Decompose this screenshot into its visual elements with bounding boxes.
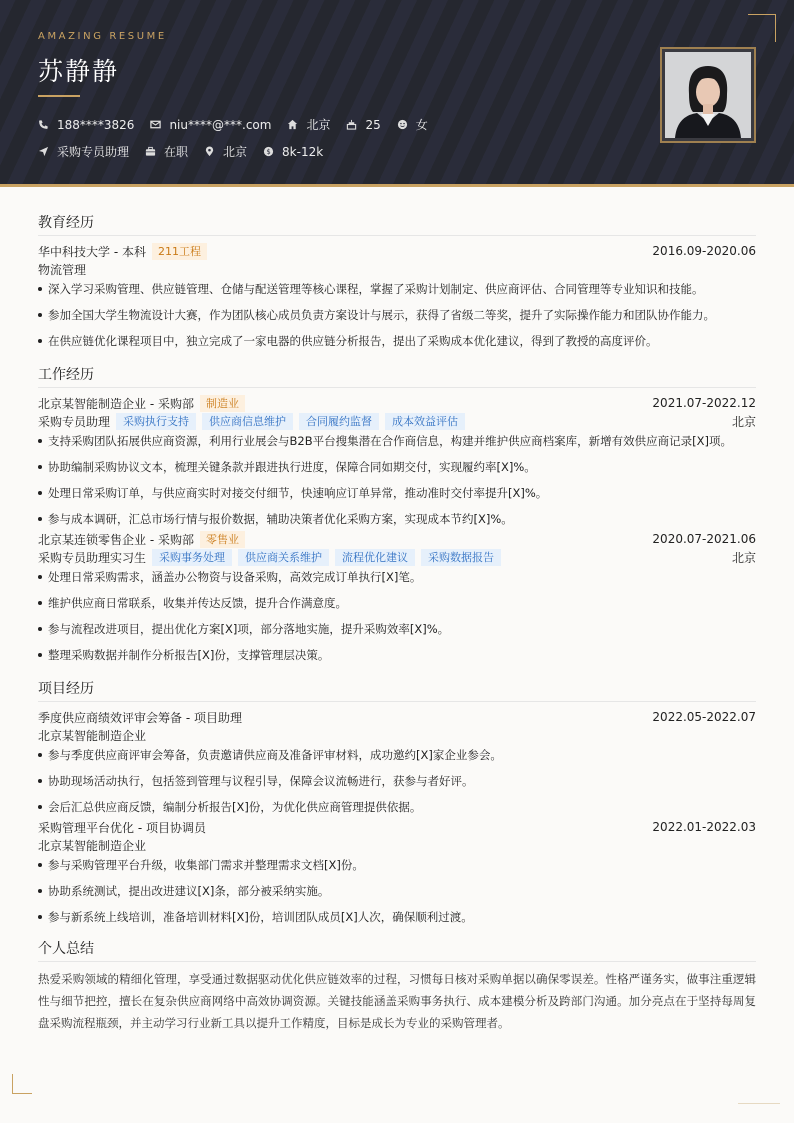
money-icon bbox=[263, 146, 274, 157]
date-range: 2022.01-2022.03 bbox=[652, 820, 756, 834]
job-bullets bbox=[38, 434, 756, 526]
company-name: 北京某连锁零售企业 - 采购部 bbox=[38, 532, 194, 547]
location-pin-icon bbox=[204, 146, 215, 157]
name-underline bbox=[38, 95, 80, 97]
company-name: 北京某智能制造企业 - 采购部 bbox=[38, 396, 194, 411]
contact-row bbox=[38, 116, 444, 133]
skill-tag: 采购数据报告 bbox=[421, 549, 501, 566]
list-item: 会后汇总供应商反馈，编制分析报告[X]份，为优化供应商管理提供依据。 bbox=[38, 800, 756, 814]
corner-decoration bbox=[12, 1074, 32, 1094]
project-bullets bbox=[38, 748, 756, 814]
skill-tag: 采购事务处理 bbox=[152, 549, 232, 566]
major: 物流管理 bbox=[38, 262, 87, 277]
list-item: 协助现场活动执行，包括签到管理与议程引导，保障会议流畅进行，获参与者好评。 bbox=[38, 774, 756, 788]
footer-line bbox=[738, 1103, 780, 1104]
list-item: 参与采购管理平台升级，收集部门需求并整理需求文档[X]份。 bbox=[38, 858, 756, 872]
skill-tag: 供应商信息维护 bbox=[202, 413, 293, 430]
job-role: 采购专员助理 bbox=[38, 414, 111, 429]
summary-section bbox=[38, 938, 756, 1034]
svg-text:$: $ bbox=[266, 147, 271, 156]
section-title: 教育经历 bbox=[38, 212, 756, 236]
list-item: 维护供应商日常联系，收集并传达反馈，提升合作满意度。 bbox=[38, 596, 756, 610]
job-role: 采购专员助理实习生 bbox=[38, 550, 147, 565]
school-name: 华中科技大学 - 本科 bbox=[38, 244, 146, 259]
position-item: 采购专员助理 bbox=[38, 143, 129, 160]
job-city: 北京 bbox=[731, 550, 756, 565]
list-item: 深入学习采购管理、供应链管理、仓储与配送管理等核心课程，掌握了采购计划制定、供应商评估、合同管理等专业知识和技能。 bbox=[38, 282, 756, 296]
work-section bbox=[38, 364, 756, 662]
list-item: 整理采购数据并制作分析报告[X]份，支撑管理层决策。 bbox=[38, 648, 756, 662]
profile-photo bbox=[660, 47, 756, 143]
skill-tag: 成本效益评估 bbox=[385, 413, 465, 430]
home-icon bbox=[287, 119, 298, 130]
skill-tag: 供应商关系维护 bbox=[238, 549, 329, 566]
project-name: 季度供应商绩效评审会筹备 - 项目助理 bbox=[38, 710, 242, 725]
project-name: 采购管理平台优化 - 项目协调员 bbox=[38, 820, 206, 835]
cake-icon bbox=[346, 119, 357, 130]
industry-tag: 零售业 bbox=[200, 531, 245, 548]
gender-item: 女 bbox=[397, 116, 428, 133]
education-section bbox=[38, 212, 756, 348]
corner-decoration bbox=[748, 14, 776, 42]
resume-body bbox=[38, 212, 756, 1034]
list-item: 参与新系统上线培训，准备培训材料[X]份，培训团队成员[X]人次，确保顺利过渡。 bbox=[38, 910, 756, 924]
education-bullets bbox=[38, 282, 756, 348]
city-item: 北京 bbox=[204, 143, 247, 160]
brand-label: AMAZING RESUME bbox=[38, 31, 167, 42]
list-item: 在供应链优化课程项目中，独立完成了一家电器的供应链分析报告，提出了采购成本优化建议，得到了教授的高度评价。 bbox=[38, 334, 756, 348]
skill-tag: 流程优化建议 bbox=[335, 549, 415, 566]
skill-tag: 合同履约监督 bbox=[299, 413, 379, 430]
list-item: 协助编制采购协议文本，梳理关键条款并跟进执行进度，保障合同如期交付，实现履约率[X]%。 bbox=[38, 460, 756, 474]
projects-section bbox=[38, 678, 756, 924]
section-title: 个人总结 bbox=[38, 938, 756, 962]
date-range: 2016.09-2020.06 bbox=[652, 244, 756, 258]
list-item: 处理日常采购需求，涵盖办公物资与设备采购，高效完成订单执行[X]笔。 bbox=[38, 570, 756, 584]
job-intent-row bbox=[38, 143, 339, 160]
section-title: 项目经历 bbox=[38, 678, 756, 702]
list-item: 参与成本调研，汇总市场行情与报价数据，辅助决策者优化采购方案，实现成本节约[X]%。 bbox=[38, 512, 756, 526]
school-tag: 211工程 bbox=[152, 243, 207, 260]
email-item: niu****@***.com bbox=[150, 118, 271, 132]
job-city: 北京 bbox=[731, 414, 756, 429]
mail-icon bbox=[150, 119, 161, 130]
phone-icon bbox=[38, 119, 49, 130]
phone-item: 188****3826 bbox=[38, 118, 134, 132]
job-bullets bbox=[38, 570, 756, 662]
home-item: 北京 bbox=[287, 116, 330, 133]
candidate-name: 苏静静 bbox=[38, 57, 120, 86]
date-range: 2021.07-2022.12 bbox=[652, 396, 756, 410]
list-item: 参与季度供应商评审会筹备，负责邀请供应商及准备评审材料，成功邀约[X]家企业参会。 bbox=[38, 748, 756, 762]
project-org: 北京某智能制造企业 bbox=[38, 728, 147, 743]
date-range: 2020.07-2021.06 bbox=[652, 532, 756, 546]
avatar bbox=[665, 52, 751, 138]
salary-item: $ 8k-12k bbox=[263, 145, 323, 159]
section-title: 工作经历 bbox=[38, 364, 756, 388]
list-item: 处理日常采购订单，与供应商实时对接交付细节，快速响应订单异常，推动准时交付率提升[X]%。 bbox=[38, 486, 756, 500]
industry-tag: 制造业 bbox=[200, 395, 245, 412]
list-item: 参加全国大学生物流设计大赛，作为团队核心成员负责方案设计与展示，获得了省级二等奖，提升了实际操作能力和团队协作能力。 bbox=[38, 308, 756, 322]
list-item: 参与流程改进项目，提出优化方案[X]项，部分落地实施，提升采购效率[X]%。 bbox=[38, 622, 756, 636]
project-bullets bbox=[38, 858, 756, 924]
date-range: 2022.05-2022.07 bbox=[652, 710, 756, 724]
list-item: 协助系统测试，提出改进建议[X]条，部分被采纳实施。 bbox=[38, 884, 756, 898]
header-divider bbox=[0, 184, 794, 187]
list-item: 支持采购团队拓展供应商资源，利用行业展会与B2B平台搜集潜在合作商信息，构建并维护供应商档案库，新增有效供应商记录[X]项。 bbox=[38, 434, 756, 448]
summary-text: 热爱采购领域的精细化管理，享受通过数据驱动优化供应链效率的过程，习惯每日核对采购单据以确保零误差。性格严谨务实，做事注重逻辑性与细节把控，擅长在复杂供应商网络中高效协调资源。关键技能涵盖采购事务执行、成本建模分析及跨部门沟通。加分亮点在于坚持每周复盘采购流程瓶颈，并主动学习行业新工具以提升工作精度，目标是成长为专业的采购管理者。 bbox=[38, 972, 756, 1030]
skill-tag: 采购执行支持 bbox=[116, 413, 196, 430]
send-icon bbox=[38, 146, 49, 157]
status-item: 在职 bbox=[145, 143, 188, 160]
project-org: 北京某智能制造企业 bbox=[38, 838, 147, 853]
resume-header bbox=[0, 0, 794, 184]
age-item: 25 bbox=[346, 118, 380, 132]
briefcase-icon bbox=[145, 146, 156, 157]
gender-icon bbox=[397, 119, 408, 130]
